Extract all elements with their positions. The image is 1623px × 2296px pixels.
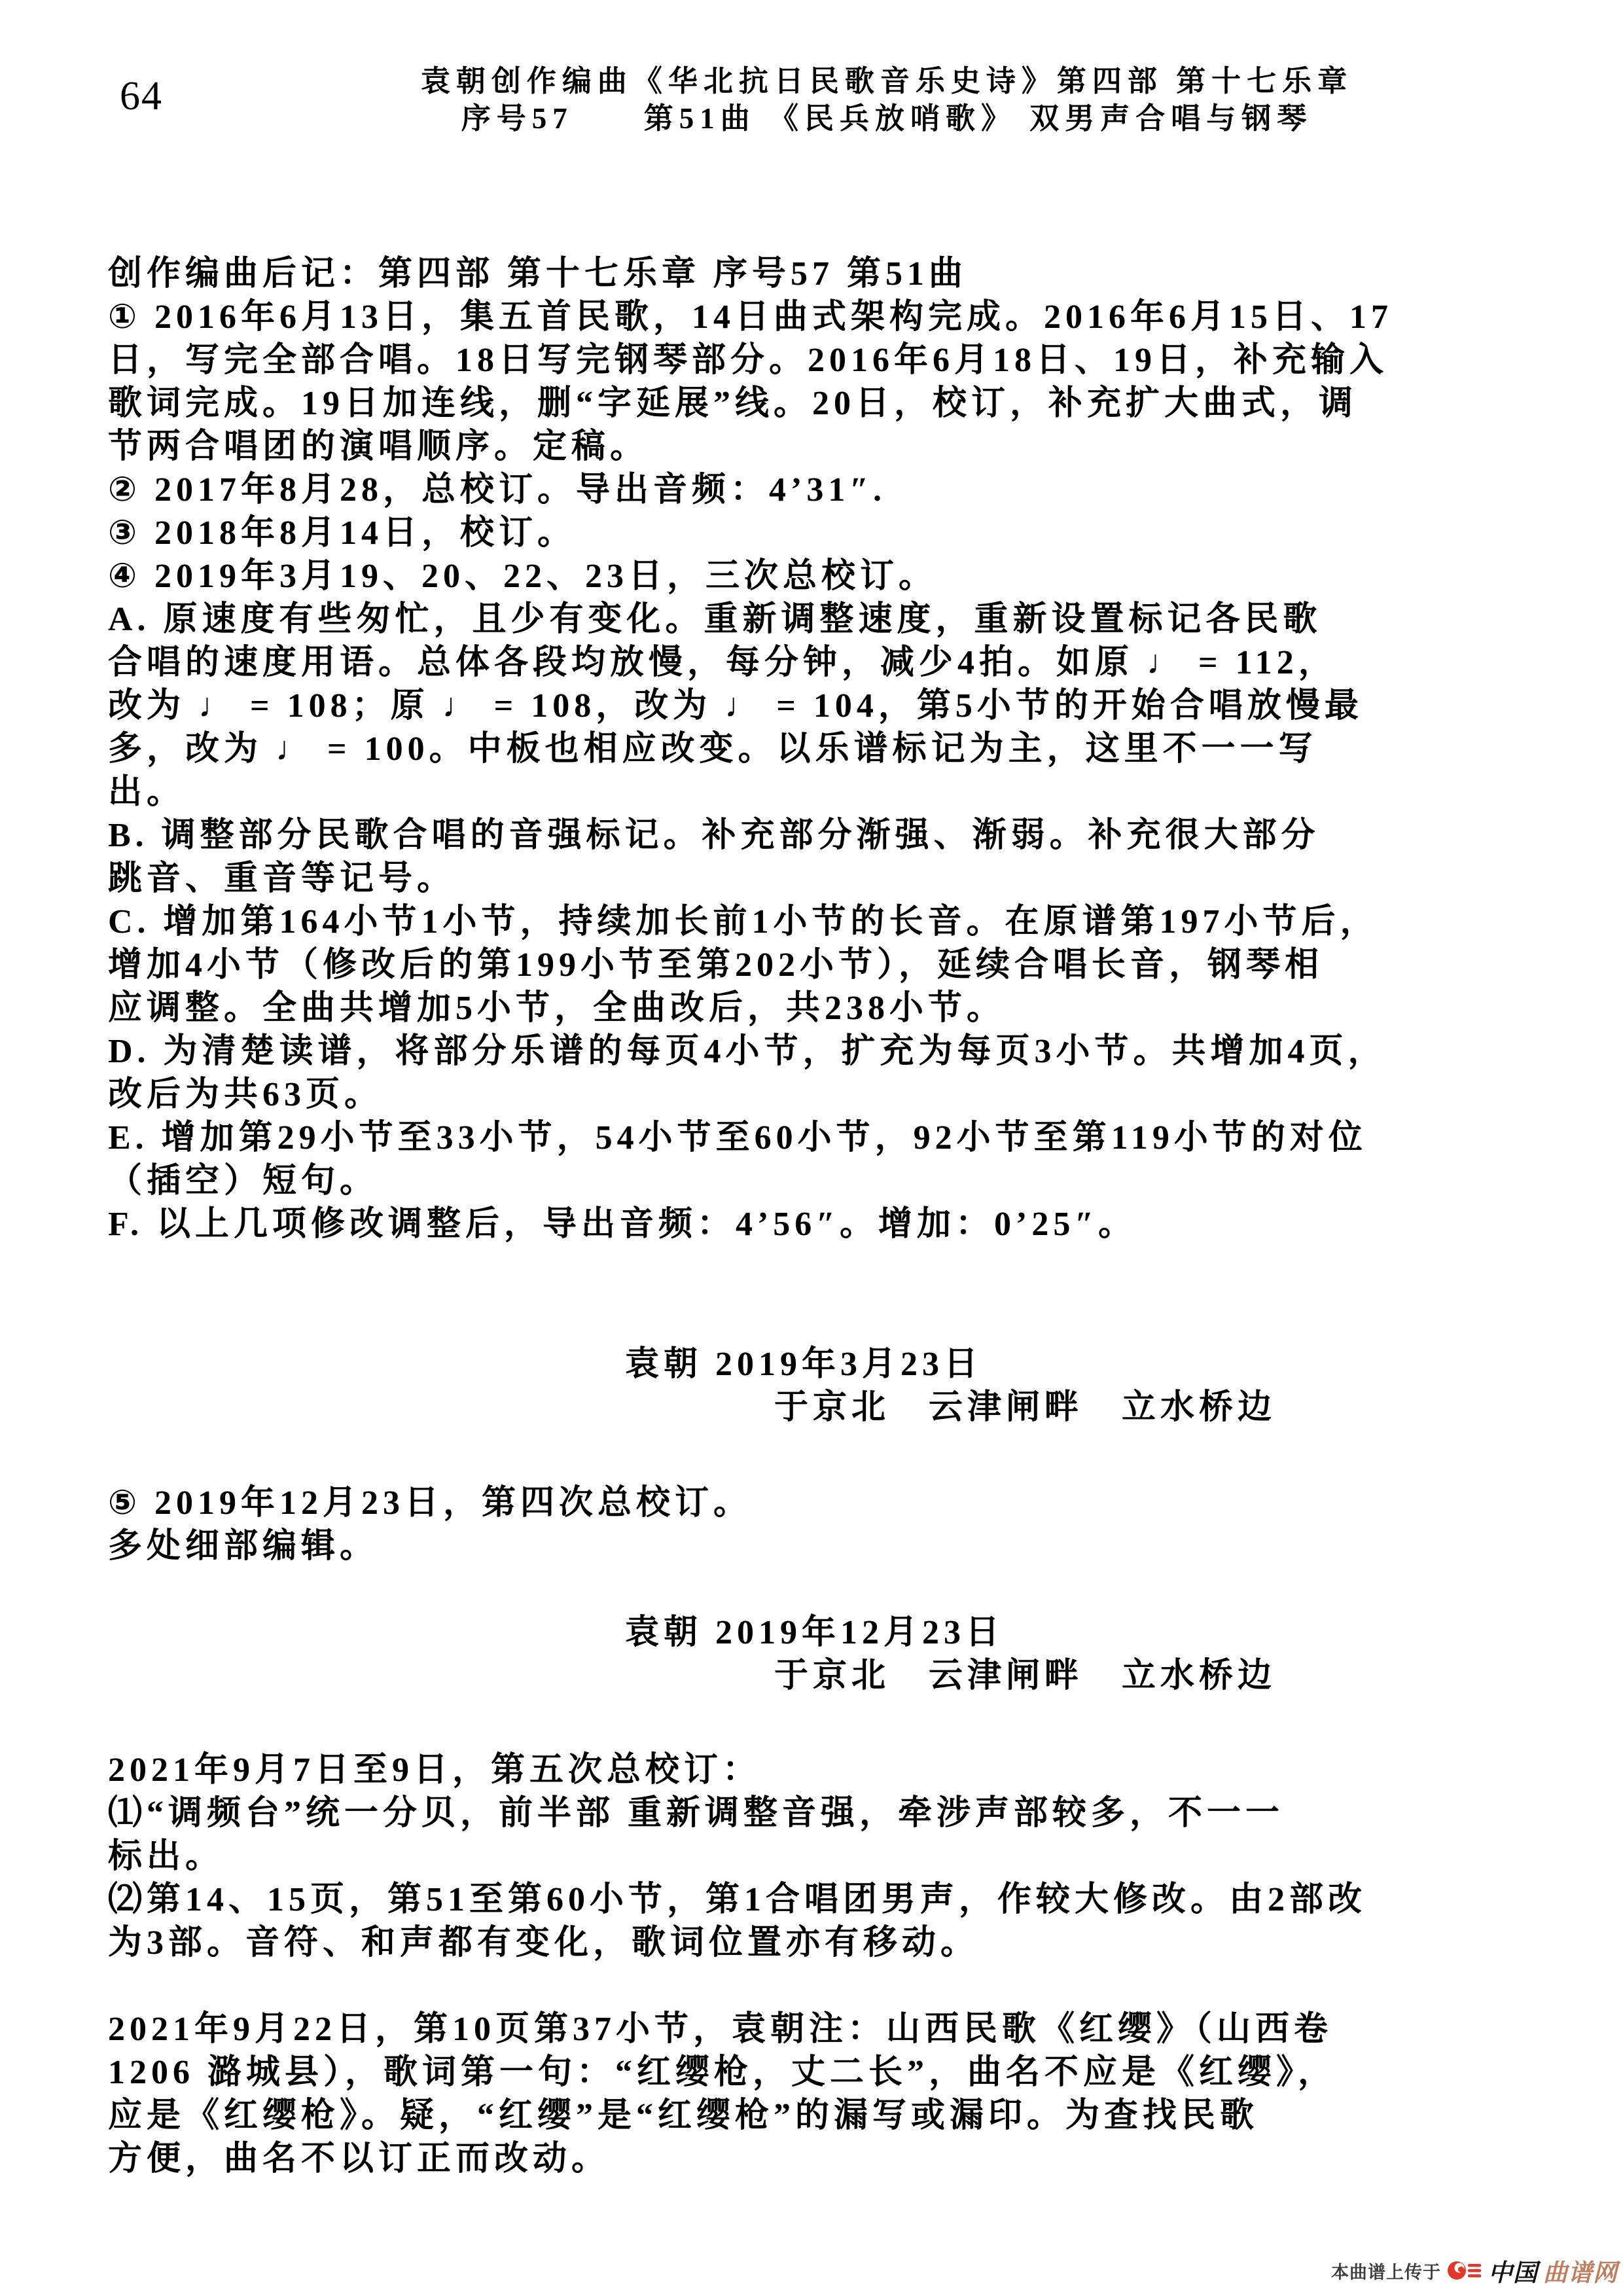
text-line: ② 2017年8月28，总校订。导出音频：4’31″. bbox=[108, 471, 887, 509]
header-title-line1: 袁朝创作编曲《华北抗日民歌音乐史诗》第四部 第十七乐章 bbox=[420, 65, 1353, 98]
text-line: 创作编曲后记：第四部 第十七乐章 序号57 第51曲 bbox=[108, 255, 968, 293]
header-title-line2: 序号57 第51曲 《民兵放哨歌》 双男声合唱与钢琴 bbox=[461, 102, 1313, 135]
signature-block-2 bbox=[108, 1611, 1414, 1698]
text-line: 改后为共63页。 bbox=[108, 1076, 383, 1113]
text-line: B. 调整部分民歌合唱的音强标记。补充部分渐强、渐弱。补充很大部分 bbox=[108, 817, 1320, 854]
text-line: C. 增加第164小节1小节，持续加长前1小节的长音。在原谱第197小节后， bbox=[108, 903, 1379, 941]
text-line: 节两合唱团的演唱顺序。定稿。 bbox=[108, 428, 649, 465]
signature-place: 于京北 云津闸畔 立水桥边 bbox=[774, 1657, 1277, 1695]
text-line: ⑴“调频台”统一分贝，前半部 重新调整音强，牵涉声部较多，不一一 bbox=[108, 1795, 1285, 1832]
text-line: 多处细部编辑。 bbox=[108, 1528, 379, 1565]
text-line: ① 2016年6月13日，集五首民歌，14日曲式架构完成。2016年6月15日、17 bbox=[108, 298, 1393, 336]
text-line: E. 增加第29小节至33小节，54小节至60小节，92小节至第119小节的对位 bbox=[108, 1119, 1367, 1157]
text-line: 多，改为 ♩ = 100。中板也相应改变。以乐谱标记为主，这里不一一写 bbox=[108, 730, 1317, 768]
signature-name-date: 袁朝 2019年12月23日 bbox=[625, 1614, 1005, 1651]
text-line: 改为 ♩ = 108；原 ♩ = 108，改为 ♩ = 104，第5小节的开始合唱放慢最 bbox=[108, 687, 1363, 725]
revision-fourth-proof bbox=[108, 1482, 1414, 1568]
text-line: ⑵第14、15页，第51至第60小节，第1合唱团男声，作较大修改。由2部改 bbox=[108, 1881, 1367, 1918]
text-line: D. 为清楚读谱，将部分乐谱的每页4小节，扩充为每页3小节。共增加4页， bbox=[108, 1033, 1387, 1070]
text-line: ④ 2019年3月19、20、22、23日，三次总校订。 bbox=[108, 558, 938, 595]
text-line: 合唱的速度用语。总体各段均放慢，每分钟，减少4拍。如原 ♩ = 112， bbox=[108, 644, 1337, 681]
watermark-brand-qupuwang: 曲谱网 bbox=[1543, 2259, 1618, 2286]
text-line: 出。 bbox=[108, 774, 186, 811]
watermark-text: 本曲谱上传于 bbox=[1331, 2262, 1441, 2282]
site-logo-icon bbox=[1446, 2259, 1483, 2282]
text-line: 跳音、重音等记号。 bbox=[108, 860, 456, 897]
text-line: 2021年9月7日至9日，第五次总校订： bbox=[108, 1751, 762, 1789]
page-header bbox=[0, 63, 1623, 137]
text-line: 方便，曲名不以订正而改动。 bbox=[108, 2140, 611, 2178]
watermark bbox=[1331, 2253, 1618, 2288]
text-line: F. 以上几项修改调整后，导出音频：4’56″。增加：0’25″。 bbox=[108, 1206, 1137, 1243]
text-line: A. 原速度有些匆忙，且少有变化。重新调整速度，重新设置标记各民歌 bbox=[108, 601, 1322, 638]
text-line: 2021年9月22日，第10页第37小节，袁朝注：山西民歌《红缨》（山西卷 bbox=[108, 2011, 1333, 2048]
note-hongying-folk-song bbox=[108, 2008, 1414, 2181]
text-line: 歌词完成。19日加连线，删“字延展”线。20日，校订，补充扩大曲式，调 bbox=[108, 385, 1358, 422]
signature-name-date: 袁朝 2019年3月23日 bbox=[625, 1346, 983, 1383]
signature-place: 于京北 云津闸畔 立水桥边 bbox=[774, 1389, 1277, 1426]
page-number: 64 bbox=[120, 74, 163, 118]
text-line: ⑤ 2019年12月23日，第四次总校订。 bbox=[108, 1484, 753, 1522]
text-line: ③ 2018年8月14日，校订。 bbox=[108, 514, 577, 552]
text-line: 应调整。全曲共增加5小节，全曲改后，共238小节。 bbox=[108, 990, 1006, 1027]
revision-fifth-proof bbox=[108, 1749, 1414, 1965]
text-line: （插空）短句。 bbox=[108, 1162, 379, 1200]
watermark-brand-china: 中国 bbox=[1488, 2259, 1538, 2286]
text-line: 为3部。音符、和声都有变化，歌词位置亦有移动。 bbox=[108, 1924, 980, 1962]
text-line: 标出。 bbox=[108, 1838, 224, 1875]
text-line: 应是《红缨枪》。疑，“红缨”是“红缨枪”的漏写或漏印。为查找民歌 bbox=[108, 2097, 1259, 2134]
signature-block-1 bbox=[108, 1343, 1414, 1429]
document-body bbox=[108, 253, 1414, 2181]
text-line: 日，写完全部合唱。18日写完钢琴部分。2016年6月18日、19日，补充输入 bbox=[108, 342, 1389, 379]
postscript-notes bbox=[108, 253, 1414, 1246]
text-line: 增加4小节（修改后的第199小节至第202小节），延续合唱长音，钢琴相 bbox=[108, 946, 1324, 984]
text-line: 1206 潞城县），歌词第一句：“红缨枪，丈二长”，曲名不应是《红缨》， bbox=[108, 2054, 1337, 2091]
